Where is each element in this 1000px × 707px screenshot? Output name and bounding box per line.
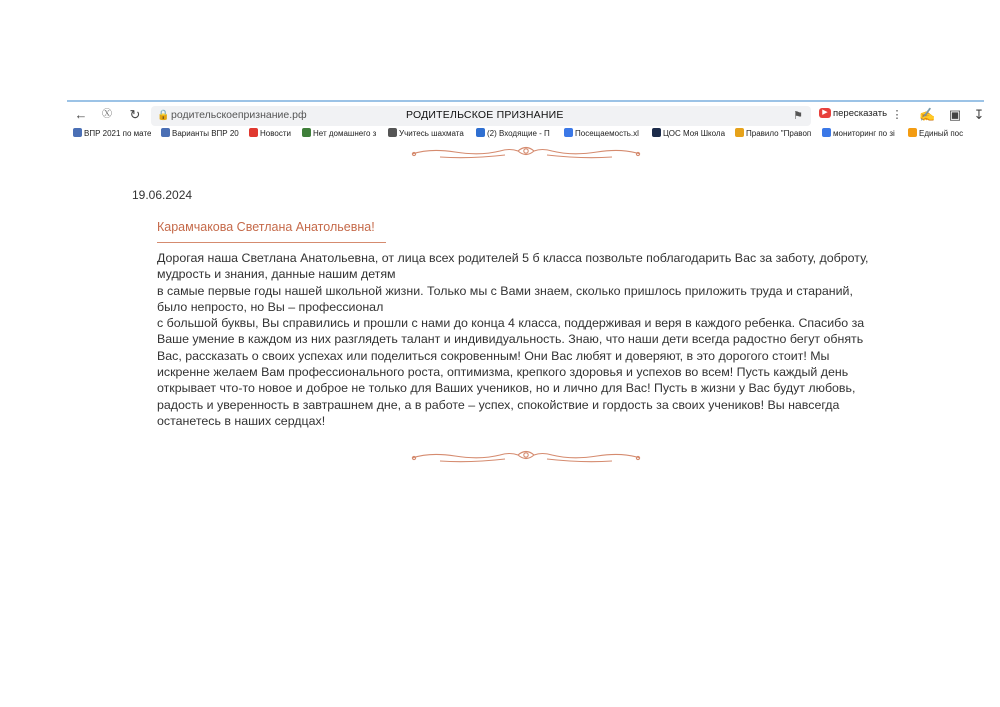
globe-icon <box>822 128 831 137</box>
bookmark-label: Варианты ВПР 20 <box>172 129 239 138</box>
retell-label: пересказать <box>833 108 888 119</box>
retell-icon: ▶ <box>819 108 831 118</box>
browser-chrome <box>67 100 984 142</box>
yandex-icon[interactable]: Ⓧ <box>102 109 112 120</box>
bookmark-label: Новости <box>260 129 291 138</box>
shield-icon <box>564 128 573 137</box>
heading-underline <box>157 242 386 243</box>
letter-line: Вас, рассказать о своих успехах или поделиться сокровенным! Они Вас любят и доверяют, в это дорогого стоит! Мы <box>157 348 830 363</box>
notes-icon[interactable]: ✍ <box>919 107 936 122</box>
bookmarks-bar <box>67 127 984 142</box>
chess-icon <box>388 128 397 137</box>
letter-line: открывает что-то новое и доброе не только для Ваших учеников, но и лично для Вас! Пусть в жизни у Вас будут любовь, <box>157 381 856 396</box>
letter-line: Дорогая наша Светлана Анатольевна, от лица всех родителей 5 б класса позвольте поблагодарить Вас за заботу, доброту, <box>157 251 869 265</box>
bookmark-item[interactable] <box>73 128 151 138</box>
bookmark-label: мониторинг по зі <box>833 129 895 138</box>
letter-line: радость и уверенность в завтрашнем дне, а в работе – успех, спокойствие и гордость за своих учеников! Вы навсегда <box>157 397 840 412</box>
back-arrow-icon[interactable]: ← <box>74 107 88 122</box>
bookmark-item[interactable] <box>476 128 550 138</box>
grid-icon <box>302 128 311 137</box>
bookmark-label: Посещаемость.xl <box>575 129 639 138</box>
bookmark-item[interactable] <box>652 128 725 138</box>
bookmark-item[interactable] <box>249 128 291 138</box>
letter-line: Ваше умение в каждом из них разглядеть талант и индивидуальность. Знаю, что наши дети всегда радостно бегут обнять <box>157 332 864 347</box>
letter-line: в самые первые годы нашей школьной жизни. Только мы с Вами знаем, сколько пришлось приложить труда и стараний, <box>157 283 853 298</box>
bookmark-item[interactable] <box>822 128 895 138</box>
letter-text <box>157 250 917 429</box>
post-date: 19.06.2024 <box>132 188 193 202</box>
bookmark-item[interactable] <box>564 128 639 138</box>
letter-line: искренне желаем Вам профессионального роста, оптимизма, крепкого здоровья и успехов во всем! Пусть каждый день <box>157 365 849 380</box>
url-text: родительскоепризнание.рф <box>171 109 307 121</box>
more-menu-icon[interactable]: ⋮ <box>891 109 903 121</box>
play-icon <box>908 128 917 137</box>
lock-icon: 🔒 <box>157 110 170 121</box>
bookmark-icon[interactable]: ⚑ <box>793 110 803 122</box>
recipient-name: Карамчакова Светлана Анатольевна! <box>157 220 375 234</box>
chart-icon <box>161 128 170 137</box>
bookmark-label: Учитесь шахмата <box>399 129 464 138</box>
news-icon <box>249 128 258 137</box>
retell-button[interactable] <box>819 108 887 124</box>
letter-line: останетесь в наших сердцах! <box>157 413 326 428</box>
school-icon <box>652 128 661 137</box>
bookmark-label: ВПР 2021 по мате <box>84 129 152 138</box>
bookmark-item[interactable] <box>302 128 376 138</box>
bookmark-item[interactable] <box>161 128 239 138</box>
bookmark-item[interactable] <box>908 128 963 138</box>
bookmark-item[interactable] <box>735 128 811 138</box>
bookmark-item[interactable] <box>388 128 464 138</box>
letter-line: было непросто, но Вы – профессионал <box>157 299 384 314</box>
browser-toolbar <box>67 104 984 126</box>
download-icon[interactable]: ↧ <box>973 107 985 122</box>
leaf-icon <box>735 128 744 137</box>
bottom-ornament-divider <box>410 449 642 465</box>
chart-icon <box>73 128 82 137</box>
bookmark-label: Нет домашнего з <box>313 129 377 138</box>
bookmark-label: Единый пос <box>919 129 964 138</box>
reload-icon[interactable]: ↻ <box>129 107 141 122</box>
letter-line: мудрость и знания, данные нашим детям <box>157 267 396 282</box>
page-title: РОДИТЕЛЬСКОЕ ПРИЗНАНИЕ <box>406 109 564 121</box>
extension-icon[interactable]: ▣ <box>948 107 962 122</box>
bookmark-label: Правило "Правоп <box>746 129 812 138</box>
bookmark-label: ЦОС Моя Школа <box>663 129 726 138</box>
address-bar[interactable] <box>151 106 811 126</box>
bookmark-label: (2) Входящие - П <box>487 129 550 138</box>
top-ornament-divider <box>410 145 642 161</box>
mail-icon <box>476 128 485 137</box>
window-top-border <box>67 100 984 102</box>
letter-line: с большой буквы, Вы справились и прошли с нами до конца 4 класса, поддерживая и веря в каждого ребенка. Спасибо за <box>157 316 865 331</box>
